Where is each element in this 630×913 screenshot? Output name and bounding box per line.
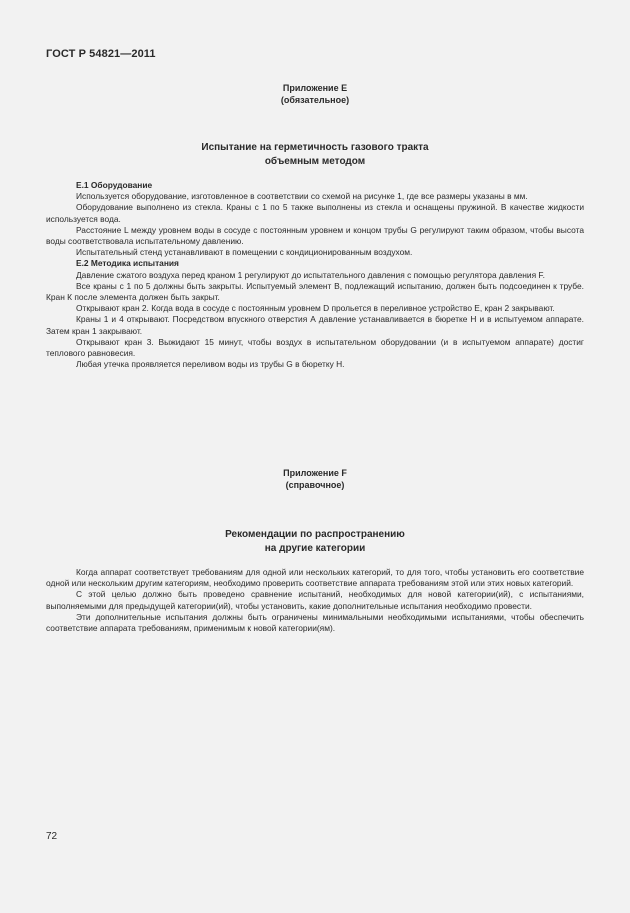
paragraph: Оборудование выполнено из стекла. Краны с 1 по 5 также выполнены из стекла и оснащены пружиной. В качестве жидкости используется вода. bbox=[46, 202, 584, 224]
annex-f-title-line1: Рекомендации по распространению bbox=[225, 529, 405, 540]
paragraph: Давление сжатого воздуха перед краном 1 регулируют до испытательного давления с помощью регулятора давления F. bbox=[76, 269, 545, 280]
annex-f-heading bbox=[0, 467, 630, 491]
annex-f-label: Приложение F bbox=[283, 468, 347, 478]
annex-e-body bbox=[46, 180, 584, 370]
paragraph: Краны 1 и 4 открывают. Посредством впускного отверстия А давление устанавливается в бюретке Н и в испытуемом аппарате. Затем кран 1 закрывают. bbox=[46, 314, 584, 336]
paragraph: Любая утечка проявляется переливом воды из трубы G в бюретку Н. bbox=[76, 359, 345, 370]
subsection-heading-e1: Е.1 Оборудование bbox=[76, 180, 153, 190]
annex-e-heading bbox=[0, 82, 630, 106]
paragraph: Эти дополнительные испытания должны быть ограничены минимальными необходимыми испытаниями, чтобы обеспечить соответствие аппарата требованиям, применимым к новой категории(ям). bbox=[46, 611, 584, 634]
annex-e-title bbox=[0, 141, 630, 169]
paragraph: Когда аппарат соответствует требованиям для одной или нескольких категорий, то для того, чтобы установить его соответствие одной или нескольким другим категориям, необходимо проверить соответствие аппарата требованиям этой или этих новых категорий. bbox=[46, 567, 584, 589]
paragraph: С этой целью должно быть проведено сравнение испытаний, необходимых для новой категории(ий), с испытаниями, выполняемыми для предыдущей категории(ий), чтобы установить, какие дополнительные испытания необходимо провести. bbox=[46, 589, 584, 611]
annex-e-title-line2: объемным методом bbox=[264, 156, 366, 167]
document-header: ГОСТ Р 54821—2011 bbox=[46, 48, 156, 60]
annex-f-body bbox=[46, 567, 584, 634]
annex-f-status: (справочное) bbox=[285, 480, 345, 490]
annex-e-status: (обязательное) bbox=[280, 95, 350, 105]
paragraph: Все краны с 1 по 5 должны быть закрыты. Испытуемый элемент В, подлежащий испытанию, должен быть подсоединен к трубе. Кран К после элемента должен быть закрыт. bbox=[46, 280, 584, 303]
annex-e-title-line1: Испытание на герметичность газового тракта bbox=[201, 142, 429, 153]
paragraph: Испытательный стенд устанавливают в помещении с кондиционированным воздухом. bbox=[76, 247, 413, 258]
annex-f-title bbox=[0, 528, 630, 556]
paragraph: Используется оборудование, изготовленное в соответствии со схемой на рисунке 1, где все размеры указаны в мм. bbox=[76, 191, 528, 202]
paragraph: Открывают кран 2. Когда вода в сосуде с постоянным уровнем D прольется в переливное устройство Е, кран 2 закрывают. bbox=[76, 303, 555, 314]
annex-f-title-line2: на другие категории bbox=[264, 543, 366, 554]
paragraph: Открывают кран 3. Выжидают 15 минут, чтобы воздух в испытательном оборудовании (и в испытуемом аппарате) достиг теплового равновесия. bbox=[46, 336, 584, 359]
annex-e-label: Приложение Е bbox=[282, 83, 348, 93]
page-number: 72 bbox=[46, 831, 58, 842]
subsection-heading-e2: Е.2 Методика испытания bbox=[76, 258, 179, 269]
paragraph: Расстояние L между уровнем воды в сосуде с постоянным уровнем и концом трубы G регулируют таким образом, чтобы высота воды соответствовала испытательному давлению. bbox=[46, 224, 584, 247]
